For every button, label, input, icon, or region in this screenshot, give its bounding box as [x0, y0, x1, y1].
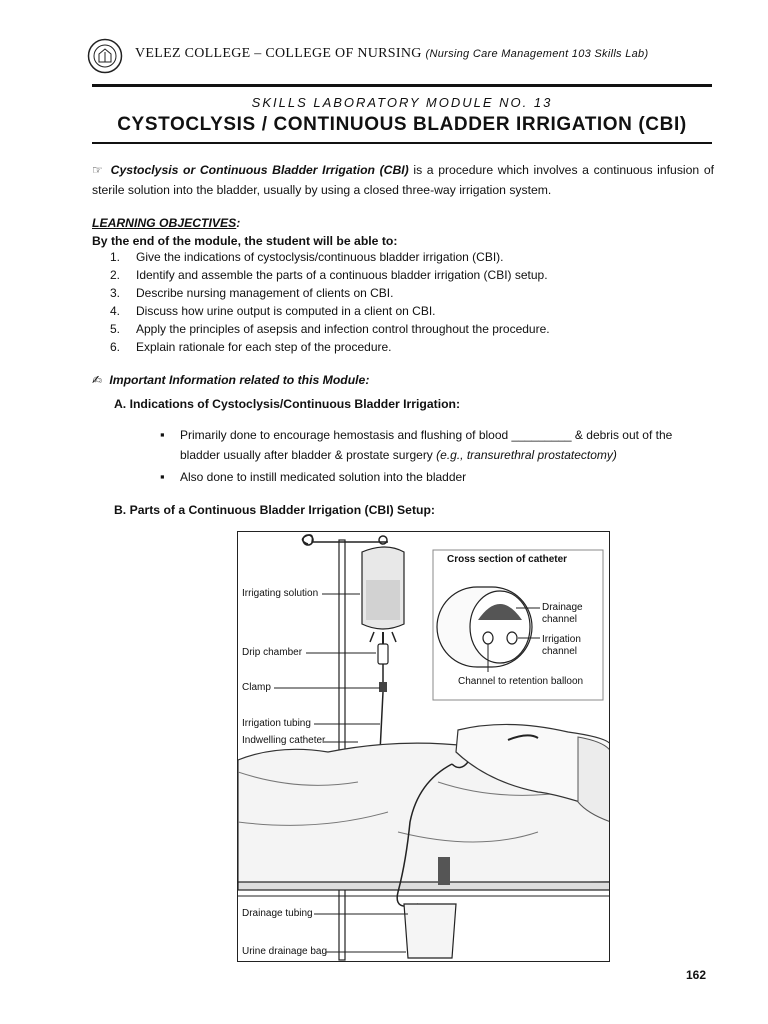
list-item: ▪ Also done to instill medicated solution into the bladder	[160, 467, 714, 487]
intro-paragraph	[92, 160, 714, 200]
list-item: 3. Describe nursing management of clients on CBI.	[110, 286, 394, 300]
document-header	[135, 46, 648, 62]
label-drainage-channel: Drainage channel	[542, 602, 583, 625]
label-indwelling-catheter: Indwelling catheter	[242, 735, 326, 746]
label-clamp: Clamp	[242, 682, 271, 693]
institution-name: VELEZ COLLEGE – COLLEGE OF NURSING	[135, 46, 422, 61]
label-drip-chamber: Drip chamber	[242, 647, 303, 658]
label-drainage-tubing: Drainage tubing	[242, 908, 313, 919]
list-item: ▪ Primarily done to encourage hemostasis and flushing of blood _________ & debris out of the bladder usually after bladder & prostate surgery (e.g., transurethral prostatectomy)	[160, 425, 714, 465]
title-rule	[92, 142, 712, 144]
pointing-hand-icon: ☞	[92, 163, 103, 177]
label-retention-channel: Channel to retention balloon	[458, 676, 584, 687]
section-a-heading: A. Indications of Cystoclysis/Continuous Bladder Irrigation:	[114, 397, 461, 411]
cbi-setup-illustration	[237, 531, 610, 962]
intro-text: is a procedure which involves a continuous infusion of sterile solution into the bladder, usually by using a closed three-way irrigation system.	[92, 163, 714, 197]
inset-title: Cross section of catheter	[447, 554, 568, 565]
section-b-heading: B. Parts of a Continuous Bladder Irrigation (CBI) Setup:	[114, 503, 435, 517]
objectives-intro: By the end of the module, the student will be able to:	[92, 234, 398, 248]
college-seal-icon	[87, 38, 123, 74]
module-number: SKILLS LABORATORY MODULE NO. 13	[251, 95, 553, 110]
list-item: 1. Give the indications of cystoclysis/continuous bladder irrigation (CBI).	[110, 250, 504, 264]
list-item: 6. Explain rationale for each step of the procedure.	[110, 340, 392, 354]
course-name: (Nursing Care Management 103 Skills Lab)	[425, 48, 649, 60]
header-rule	[92, 84, 712, 87]
important-info-heading: ✍ Important Information related to this Module:	[92, 370, 714, 390]
label-urine-drainage-bag: Urine drainage bag	[242, 946, 328, 957]
list-item: 4. Discuss how urine output is computed in a client on CBI.	[110, 304, 436, 318]
label-irrigation-tubing: Irrigation tubing	[242, 718, 311, 729]
list-item: 2. Identify and assemble the parts of a continuous bladder irrigation (CBI) setup.	[110, 268, 548, 282]
page-number: 162	[686, 968, 707, 982]
page-title: CYSTOCLYSIS / CONTINUOUS BLADDER IRRIGATION (CBI)	[117, 114, 687, 135]
section-a-bullets	[160, 425, 714, 489]
list-item: 5. Apply the principles of asepsis and infection control throughout the procedure.	[110, 322, 550, 336]
objectives-heading: LEARNING OBJECTIVES:	[92, 216, 241, 230]
label-irrigating-solution: Irrigating solution	[242, 588, 319, 599]
label-irrigation-channel: Irrigation channel	[542, 634, 581, 657]
intro-lead: Cystoclysis or Continuous Bladder Irrigation (CBI)	[110, 163, 409, 177]
objectives-list	[110, 248, 550, 356]
writing-hand-icon: ✍	[92, 373, 103, 387]
